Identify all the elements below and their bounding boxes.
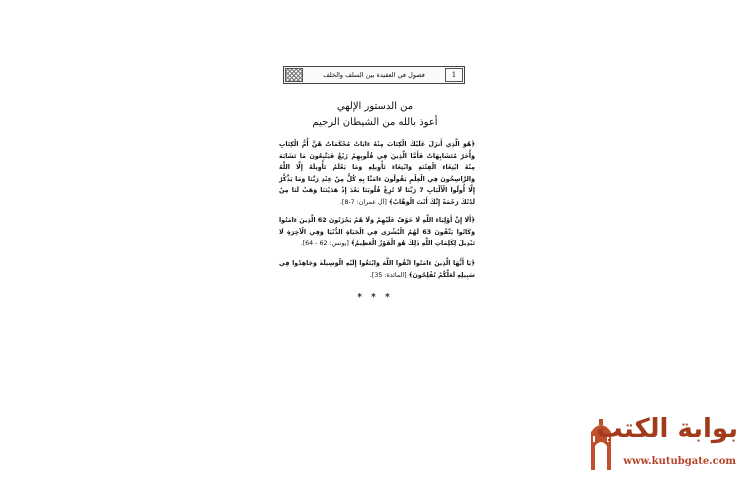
logo-url[interactable]: www.kutubgate.com <box>623 456 736 467</box>
verse-text: ﴿يَا أَيُّهَا الَّذِينَ ءَامَنُوا اتَّقُوا اللَّهَ وَابْتَغُوا إِلَيْهِ الْوَسِيلَةَ وَجَاهِدُوا فِي سَبِيلِهِ لَعَلَّكُمْ تُفْلِحُونَ﴾ <box>279 260 475 279</box>
section-subtitle: أعوذ بالله من الشيطان الرجيم <box>312 117 438 128</box>
section-title: من الدستور الإلهي <box>336 101 414 112</box>
verse-paragraph-1 <box>279 139 475 209</box>
running-header-title: فصول في العقيدة بين السلف والخلف <box>323 71 425 79</box>
verse-reference: [يونس: 62 - 64]. <box>300 240 349 247</box>
verse-text: ﴿أَلَا إِنَّ أَوْلِيَاءَ اللَّهِ لَا خَوْفٌ عَلَيْهِمْ وَلَا هُمْ يَحْزَنُونَ 62 الَّذِينَ ءَامَنُوا وَكَانُوا يَتَّقُونَ 63 لَهُمُ الْبُشْرَى فِي الْحَيَاةِ الدُّنْيَا وَفِي الْآخِرَةِ لَا تَبْدِيلَ لِكَلِمَاتِ اللَّهِ ذَلِكَ هُوَ الْفَوْزُ الْعَظِيمُ﴾ <box>279 217 475 247</box>
ornament-left <box>285 68 303 82</box>
verse-paragraph-2 <box>279 215 475 250</box>
verse-reference: [آل عمران: 7-8]. <box>339 198 387 206</box>
running-header <box>283 66 465 84</box>
logo-wordmark: بوابة الكتب <box>596 414 738 444</box>
kutubgate-logo[interactable] <box>588 412 738 474</box>
page-number: 1 <box>445 68 463 82</box>
verse-paragraph-3 <box>279 258 475 284</box>
section-separator: * * * <box>357 293 393 303</box>
verse-text: ﴿هُوَ الَّذِي أَنزَلَ عَلَيْكَ الْكِتَابَ مِنْهُ ءَايَاتٌ مُحْكَمَاتٌ هُنَّ أُمُّ الْكِتَابِ وَأُخَرُ مُتَشَابِهَاتٌ فَأَمَّا الَّذِينَ فِي قُلُوبِهِمْ زَيْغٌ فَيَتَّبِعُونَ مَا تَشَابَهَ مِنْهُ ابْتِغَاءَ الْفِتْنَةِ وَابْتِغَاءَ تَأْوِيلِهِ وَمَا يَعْلَمُ تَأْوِيلَهُ إِلَّا اللَّهُ وَالرَّاسِخُونَ فِي الْعِلْمِ يَقُولُونَ ءَامَنَّا بِهِ كُلٌّ مِنْ عِنْدِ رَبِّنَا وَمَا يَذَّكَّرُ إِلَّا أُولُوا الْأَلْبَابِ 7 رَبَّنَا لَا تُزِغْ قُلُوبَنَا بَعْدَ إِذْ هَدَيْتَنَا وَهَبْ لَنَا مِنْ لَدُنْكَ رَحْمَةً إِنَّكَ أَنْتَ الْوَهَّابُ﴾ <box>279 141 475 206</box>
verse-reference: [المائدة: 35]. <box>369 271 407 279</box>
